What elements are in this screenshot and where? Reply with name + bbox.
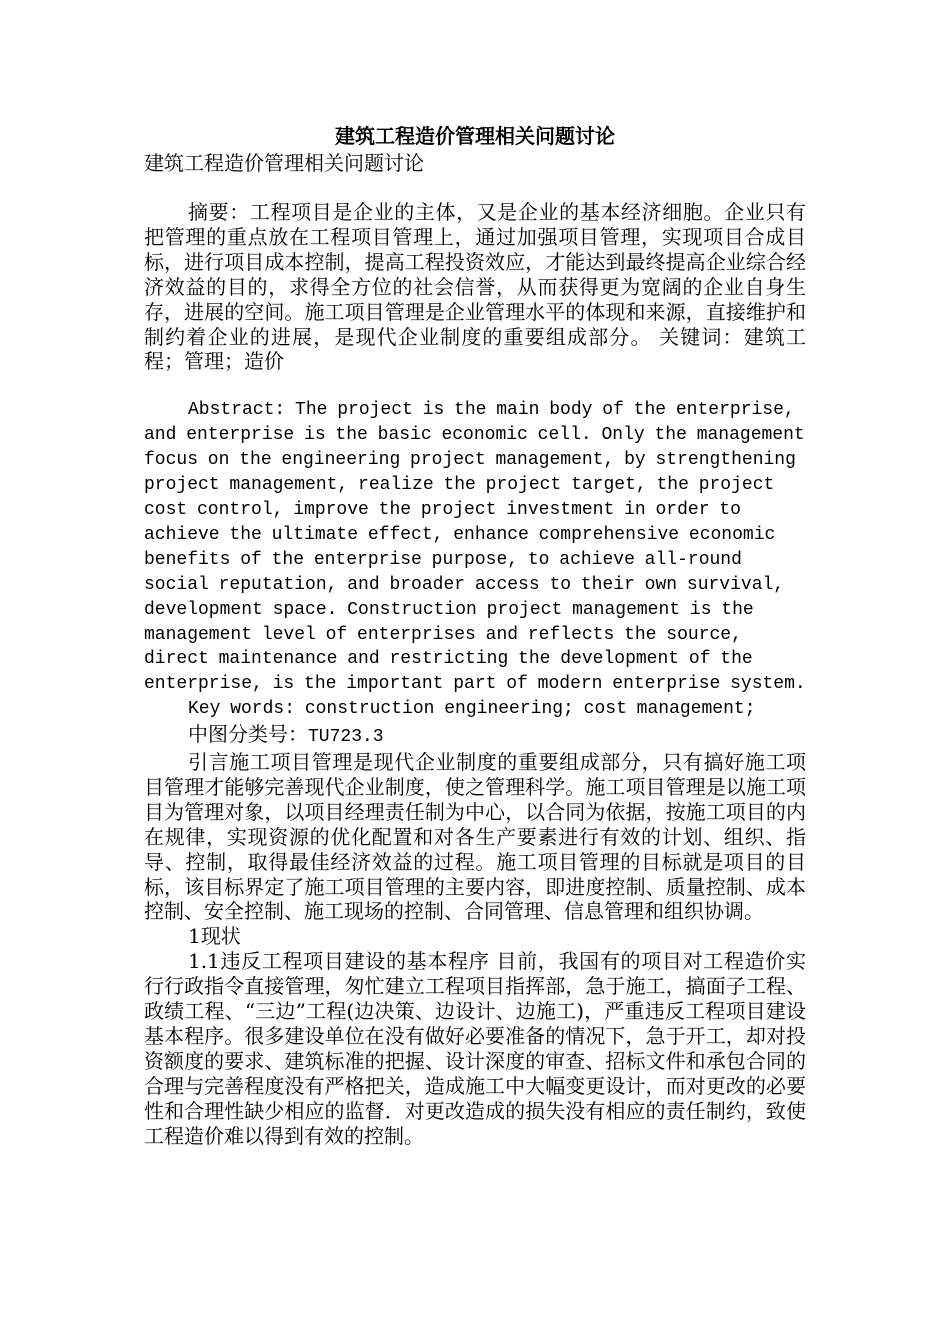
chinese-abstract: 摘要：工程项目是企业的主体，又是企业的基本经济细胞。企业只有把管理的重点放在工程项目管理上，通过加强项目管理，实现项目合成目标，进行项目成本控制，提高工程投资效应，才能达到最终提高企业综合经济效益的目的，求得全方位的社会信誉，从而获得更为宽阔的企业自身生存，进展的空间。施工项目管理是企业管理水平的体现和来源，直接维护和制约着企业的进展，是现代企业制度的重要组成部分。 关键词：建筑工程；管理；造价 [144, 200, 806, 374]
classification-number [144, 722, 806, 750]
introduction-paragraph: 引言施工项目管理是现代企业制度的重要组成部分，只有搞好施工项目管理才能够完善现代企业制度，使之管理科学。施工项目管理是以施工项目为管理对象，以项目经理责任制为中心，以合同为依据，按施工项目的内在规律，实现资源的优化配置和对各生产要素进行有效的计划、组织、指导、控制，取得最佳经济效益的过程。施工项目管理的目标就是项目的目标，该目标界定了施工项目管理的主要内容，即进度控制、质量控制、成本控制、安全控制、施工现场的控制、合同管理、信息管理和组织协调。 [144, 750, 806, 924]
classification-code: TU723.3 [308, 727, 384, 748]
document-title: 建筑工程造价管理相关问题讨论 [335, 124, 615, 148]
spacer [144, 374, 806, 398]
english-abstract: Abstract: The project is the main body of the enterprise, and enterprise is the basic economic cell. Only the management focus on the engineering project management, by strengthening project management, realize the project target, the project cost control, improve the project investment in order to achieve the ultimate effect, enhance comprehensive economic benefits of the enterprise purpose, to achieve all-round social reputation, and broader access to their own survival, development space. Construction project management is the management level of enterprises and reflects the source, direct maintenance and restricting the development of the enterprise, is the important part of modern enterprise system. [144, 400, 806, 695]
english-keywords: Key words: construction engineering; cost management; [188, 699, 756, 720]
section-1-1-paragraph: 1.1违反工程项目建设的基本程序 目前，我国有的项目对工程造价实行行政指令直接管理，匆忙建立工程项目指挥部，急于施工，搞面子工程、政绩工程、“三边”工程(边决策、边设计、边施工)，严重违反工程项目建设基本程序。很多建设单位在没有做好必要准备的情况下，急于开工，却对投资额度的要求、建筑标准的把握、设计深度的审查、招标文件和承包合同的合理与完善程度没有严格把关，造成施工中大幅变更设计，而对更改的必要性和合理性缺少相应的监督．对更改造成的损失没有相应的责任制约，致使工程造价难以得到有效的控制。 [144, 949, 806, 1148]
spacer [144, 176, 806, 200]
section-heading: 1现状 [188, 924, 241, 949]
classification-label: 中图分类号： [188, 722, 308, 747]
document-page [144, 122, 806, 1149]
document-subtitle: 建筑工程造价管理相关问题讨论 [144, 151, 424, 175]
